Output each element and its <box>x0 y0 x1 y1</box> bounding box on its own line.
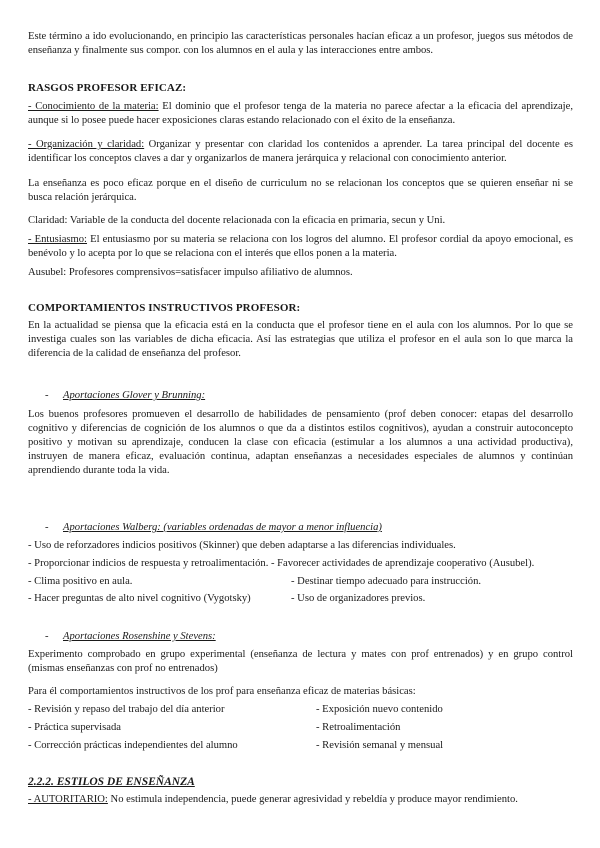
rosenshine-row-right: - Retroalimentación <box>316 722 401 733</box>
rosenshine-dash: - <box>45 631 49 642</box>
conocimiento-label: - Conocimiento de la materia: <box>28 101 159 112</box>
comportamientos-heading: COMPORTAMIENTOS INSTRUCTIVOS PROFESOR: <box>28 302 301 314</box>
intro-paragraph: Este término a ido evolucionando, en principio las características personales hacían eficaz a un profesor, juegos sus métodos de enseñanza y finalmente sus compor. con los alumnos en el aula y las interacciones entre ambos. <box>28 31 573 56</box>
conocimiento-text: El dominio que el profesor tenga de la materia no parece afectar a la eficacia del aprendizaje, aunque si lo posee puede hacer exposiciones claras estando relacionado con el éxito de la enseñanza. <box>28 101 573 126</box>
glover-dash: - <box>45 390 49 401</box>
organizacion-text: Organizar y presentar con claridad los contenidos a aprender. La tarea principal del docente es identificar los conceptos claves a dar y organizarlos de manera jerárquica y relacional con conocimiento anterior. <box>28 139 573 164</box>
rosenshine-paragraph: Experimento comprobado en grupo experimental (enseñanza de lectura y mates con prof entrenados) y en grupo control (mismas enseñanzas con prof no entrenados) <box>28 649 573 674</box>
rosenshine-row-left: - Corrección prácticas independientes del alumno <box>28 740 238 751</box>
rosenshine-row-right: - Exposición nuevo contenido <box>316 704 443 715</box>
rosenshine-intro-line: Para él comportamientos instructivos de los prof para enseñanza eficaz de materias básicas: <box>28 686 416 697</box>
rasgos-heading: RASGOS PROFESOR EFICAZ: <box>28 82 187 94</box>
walberg-two-columns <box>28 575 573 610</box>
walberg-row-right: - Destinar tiempo adecuado para instrucción. <box>291 576 482 587</box>
glover-title: Aportaciones Glover y Brunning: <box>63 390 206 401</box>
walberg-bullet <box>45 521 382 535</box>
glover-paragraph: Los buenos profesores promueven el desarrollo de habilidades de pensamiento (prof deben conocer: etapas del desarrollo cognitivo y diferencias de cognición de los alumnos o que da a distintos estilos cognitivos), ayudan a construir autoconcepto positivo y motivan su aprendizaje, conducen la clase con eficacia (estimular a los alumnos a una actividad productiva), instruyen de manera eficaz, evaluación continua, adaptan enseñanzas a necesidades especiales de alumnos y continúan aprendiendo durante toda la vida. <box>28 409 573 476</box>
curriculum-paragraph: La enseñanza es poco eficaz porque en el diseño de curriculum no se relacionan los conceptos que se quieren enseñar ni se busca relación jerárquica. <box>28 178 573 203</box>
autoritario-label: - AUTORITARIO: <box>28 794 108 805</box>
comportamientos-paragraph: En la actualidad se piensa que la eficacia está en la conducta que el profesor tiene en el aula con los alumnos. Por lo que se investiga cuales son las variables de dicha eficacia. Así las estrategias que utiliza el profesor en el aula son lo que marca la diferencia de la calidad de enseñanza del profesor. <box>28 320 573 359</box>
entusiasmo-label: - Entusiasmo: <box>28 234 88 245</box>
estilos-heading: 2.2.2. ESTILOS DE ENSEÑANZA <box>28 776 195 788</box>
glover-bullet <box>45 389 205 403</box>
rosenshine-row-left: - Revisión y repaso del trabajo del día anterior <box>28 704 225 715</box>
claridad-line: Claridad: Variable de la conducta del docente relacionada con la eficacia en primaria, secun y Uni. <box>28 215 446 226</box>
autoritario-text: No estimula independencia, puede generar agresividad y rebeldía y produce mayor rendimiento. <box>107 794 518 805</box>
rosenshine-two-columns <box>28 703 573 757</box>
walberg-line-1: - Uso de reforzadores indicios positivos (Skinner) que deben adaptarse a las diferencias individuales. <box>28 540 456 551</box>
rosenshine-row <box>28 721 573 739</box>
walberg-row-left: - Clima positivo en aula. <box>28 576 133 587</box>
walberg-line-2: - Proporcionar indicios de respuesta y retroalimentación. - Favorecer actividades de aprendizaje cooperativo (Ausubel). <box>28 558 535 569</box>
walberg-title: Aportaciones Walberg: (variables ordenadas de mayor a menor influencia) <box>63 522 382 533</box>
walberg-row <box>28 592 573 610</box>
ausubel-line: Ausubel: Profesores comprensivos=satisfacer impulso afiliativo de alumnos. <box>28 267 353 278</box>
rasgos-item-organizacion <box>28 138 573 166</box>
entusiasmo-text: El entusiasmo por su materia se relaciona con los logros del alumno. El profesor cordial da apoyo emocional, es benévolo y lo acepta por lo que se relaciona con el interés que ellos ponen a la materia. <box>28 234 573 259</box>
rosenshine-row-left: - Práctica supervisada <box>28 722 121 733</box>
walberg-dash: - <box>45 522 49 533</box>
rosenshine-bullet <box>45 630 216 644</box>
rosenshine-title: Aportaciones Rosenshine y Stevens: <box>63 631 216 642</box>
rasgos-item-entusiasmo <box>28 233 573 261</box>
estilos-autoritario <box>28 793 573 807</box>
walberg-row-right: - Uso de organizadores previos. <box>291 593 426 604</box>
rosenshine-row <box>28 703 573 721</box>
rosenshine-row <box>28 739 573 757</box>
organizacion-label: - Organización y claridad: <box>28 139 145 150</box>
rasgos-item-conocimiento <box>28 100 573 128</box>
walberg-row <box>28 575 573 592</box>
rosenshine-row-right: - Revisión semanal y mensual <box>316 740 444 751</box>
walberg-row-left: - Hacer preguntas de alto nivel cognitivo (Vygotsky) <box>28 593 251 604</box>
